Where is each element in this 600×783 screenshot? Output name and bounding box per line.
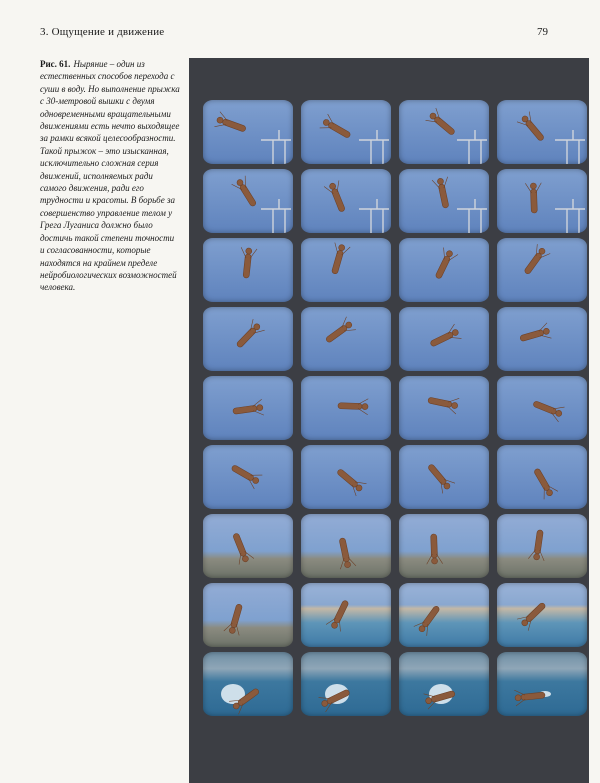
dive-frame — [301, 169, 391, 233]
dive-frame-image — [399, 445, 489, 509]
diver-head — [245, 248, 252, 255]
dive-frame-image — [301, 652, 391, 716]
dive-frame — [399, 583, 489, 647]
diver-figure — [414, 602, 445, 636]
diver-figure — [428, 324, 462, 352]
dive-frame — [497, 307, 587, 371]
dive-frame-image — [301, 514, 391, 578]
diver-figure — [427, 392, 460, 414]
diver-head — [362, 403, 368, 409]
diver-body — [433, 116, 455, 136]
dive-frame-image — [203, 100, 293, 164]
figure-caption — [40, 58, 180, 294]
diver-figure — [320, 114, 354, 143]
diver-body — [438, 184, 449, 209]
diver-body — [233, 405, 258, 414]
dive-frame — [301, 514, 391, 578]
diver-body — [525, 119, 545, 141]
dive-frame — [399, 514, 489, 578]
dive-frame-image — [399, 652, 489, 716]
diver-body — [339, 538, 350, 563]
dive-frame-image — [497, 514, 587, 578]
photo-plate — [189, 58, 589, 783]
diver-body — [222, 118, 247, 132]
diver-figure — [423, 460, 455, 493]
platform-shape — [261, 199, 291, 233]
diver-figure — [426, 108, 459, 140]
dive-frame-image — [203, 238, 293, 302]
dive-frame — [497, 445, 587, 509]
platform-shape — [261, 130, 291, 164]
diver-figure — [322, 317, 356, 348]
dive-frame — [301, 238, 391, 302]
dive-frame-image — [497, 652, 587, 716]
diver-figure — [228, 460, 262, 489]
diver-figure — [238, 247, 257, 279]
dive-frame-image — [497, 583, 587, 647]
dive-frame — [497, 652, 587, 716]
dive-frame-image — [203, 652, 293, 716]
dive-frame-image — [497, 169, 587, 233]
figure-label: Рис. 61. — [40, 59, 71, 69]
diver-body — [236, 327, 257, 348]
dive-frame — [399, 445, 489, 509]
dive-frame-image — [399, 238, 489, 302]
diver-body — [524, 252, 543, 275]
diver-body — [525, 602, 546, 623]
diver-body — [427, 463, 447, 485]
running-head: 3. Ощущение и движение — [40, 26, 165, 38]
dive-frame — [399, 169, 489, 233]
diver-figure — [324, 180, 350, 214]
diver-head — [344, 561, 351, 568]
diver-figure — [232, 319, 264, 352]
platform-shape — [457, 130, 487, 164]
diver-head — [451, 402, 458, 409]
dive-frame — [399, 100, 489, 164]
dive-frame — [399, 307, 489, 371]
page-number: 79 — [537, 26, 548, 38]
dive-frame — [497, 169, 587, 233]
diver-head — [515, 694, 522, 701]
dive-frame — [399, 376, 489, 440]
dive-frame — [301, 100, 391, 164]
dive-frame — [497, 376, 587, 440]
diver-body — [533, 400, 558, 415]
dive-frame — [497, 514, 587, 578]
dive-frame — [301, 376, 391, 440]
dive-frame-image — [203, 445, 293, 509]
dive-frame — [203, 445, 293, 509]
dive-frame-image — [301, 307, 391, 371]
diver-head — [533, 553, 540, 560]
dive-frame-image — [399, 169, 489, 233]
dive-frame — [203, 307, 293, 371]
caption-text: Ныряние – один из естественных способов перехода с суши в воду. Но выполнение прыжка с 30-метровой вышки с двумя одновременными вращательными движениями есть нечто выходящее за рамки всякой целесообразности. Такой прыжок – это изысканная, исключительно сложная серия движений, исполняемых ради самого движения, ради его трудности и красоты. В борьбе за совершенство управление телом у Грега Луганиса должно было достичь такой степени точности и согласованности, которые находятся на крайнем пределе нейробиологических возможностей человека. — [40, 59, 180, 293]
diver-body — [325, 324, 348, 343]
dive-frame-image — [497, 376, 587, 440]
dive-frame — [203, 238, 293, 302]
dive-frame-image — [399, 514, 489, 578]
dive-frame — [497, 238, 587, 302]
diver-figure — [531, 396, 565, 422]
dive-frame-image — [399, 583, 489, 647]
diver-figure — [432, 177, 454, 210]
diver-body — [232, 533, 247, 558]
dive-frame-image — [203, 376, 293, 440]
diver-figure — [426, 534, 443, 565]
dive-frame — [203, 514, 293, 578]
diver-body — [430, 331, 454, 347]
caption-paragraph — [40, 58, 180, 294]
diver-body — [327, 121, 351, 138]
diver-head — [256, 404, 263, 411]
diver-figure — [514, 687, 546, 706]
dive-frame-image — [301, 376, 391, 440]
frame-grid — [203, 100, 587, 716]
dive-frame-image — [203, 514, 293, 578]
dive-frame-image — [301, 169, 391, 233]
diver-figure — [517, 112, 549, 145]
dive-frame-image — [203, 583, 293, 647]
diver-body — [239, 184, 257, 208]
dive-frame — [301, 652, 391, 716]
diver-figure — [232, 399, 264, 419]
diver-body — [331, 188, 346, 213]
dive-frame — [497, 583, 587, 647]
diver-figure — [214, 112, 248, 137]
diver-figure — [529, 465, 558, 499]
dive-frame — [399, 238, 489, 302]
dive-frame — [203, 169, 293, 233]
dive-frame-image — [203, 307, 293, 371]
platform-shape — [555, 199, 585, 233]
diver-head — [431, 558, 437, 564]
dive-frame — [497, 100, 587, 164]
dive-frame-image — [301, 583, 391, 647]
dive-frame-image — [399, 307, 489, 371]
platform-shape — [555, 130, 585, 164]
dive-frame — [203, 100, 293, 164]
diver-body — [428, 397, 453, 408]
diver-body — [243, 254, 251, 278]
platform-shape — [359, 199, 389, 233]
dive-frame — [301, 445, 391, 509]
dive-frame — [203, 376, 293, 440]
dive-frame — [203, 652, 293, 716]
platform-shape — [457, 199, 487, 233]
diver-body — [421, 605, 440, 628]
dive-frame — [399, 652, 489, 716]
dive-frame-image — [497, 238, 587, 302]
dive-frame-image — [497, 307, 587, 371]
diver-body — [231, 464, 255, 481]
dive-frame-image — [399, 100, 489, 164]
dive-frame — [203, 583, 293, 647]
platform-shape — [359, 130, 389, 164]
dive-frame — [301, 583, 391, 647]
diver-figure — [327, 243, 351, 276]
diver-figure — [232, 176, 261, 210]
diver-figure — [528, 529, 548, 561]
diver-figure — [334, 537, 356, 570]
diver-body — [521, 692, 545, 700]
dive-frame-image — [497, 445, 587, 509]
diver-figure — [520, 244, 551, 278]
dive-frame-image — [399, 376, 489, 440]
dive-frame — [301, 307, 391, 371]
dive-frame-image — [301, 238, 391, 302]
diver-body — [435, 255, 451, 279]
dive-frame-image — [203, 169, 293, 233]
diver-figure — [517, 598, 550, 630]
diver-figure — [228, 531, 254, 565]
diver-figure — [224, 602, 248, 635]
diver-head — [437, 178, 444, 185]
diver-head — [543, 328, 550, 335]
diver-body — [533, 468, 550, 492]
diver-figure — [430, 248, 458, 282]
diver-figure — [333, 464, 366, 496]
diver-body — [336, 468, 358, 488]
diver-figure — [326, 598, 354, 632]
dive-frame-image — [301, 445, 391, 509]
diver-figure — [525, 183, 542, 214]
diver-body — [534, 530, 543, 555]
dive-frame-image — [301, 100, 391, 164]
diver-head — [530, 183, 536, 189]
diver-body — [333, 600, 349, 624]
diver-figure — [518, 323, 551, 347]
diver-figure — [338, 398, 369, 415]
dive-frame-image — [497, 100, 587, 164]
